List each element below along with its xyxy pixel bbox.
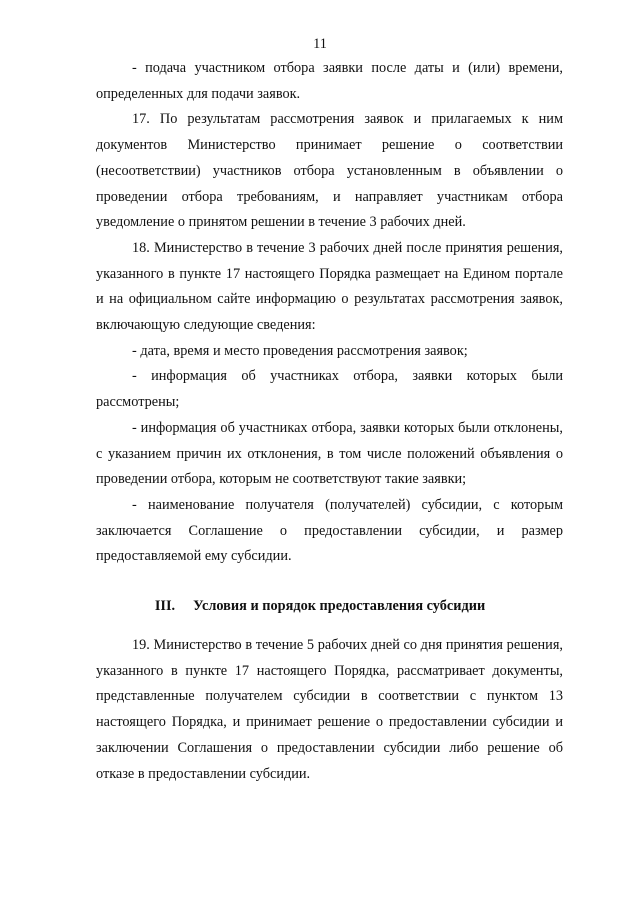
list-item-recipient-name: - наименование получателя (получателей) субсидии, с которым заключается Соглашение о предоставлении субсидии, и размер предоставляемой ему субсидии. (96, 496, 563, 565)
list-item-reviewed-participants: - информация об участниках отбора, заявки которых были рассмотрены; (96, 368, 563, 411)
section-heading (0, 598, 640, 615)
section-title: Условия и порядок предоставления субсидии (193, 598, 486, 614)
section-number: III. (154, 598, 176, 614)
text-block-lower (96, 633, 563, 787)
list-item-date-time-place: - дата, время и место проведения рассмотрения заявок; (132, 342, 468, 359)
text-block-upper (96, 56, 563, 570)
paragraph-19: 19. Министерство в течение 5 рабочих дней со дня принятия решения, указанного в пункте 17 настоящего Порядка, рассматривает документы, представленные получателем субсидии в соответствии с пунктом 13 настоящего Порядка, и принимает решение о предоставлении субсидии и заключении Соглашения о предоставлении субсидии либо решение об отказе в предоставлении субсидии. (96, 637, 563, 782)
paragraph-18: 18. Министерство в течение 3 рабочих дней после принятия решения, указанного в пункте 17 настоящего Порядка размещает на Едином портале и на официальном сайте информацию о результатах рассмотрения заявок, включающую следующие сведения: (96, 239, 563, 334)
list-item-rejected-participants: - информация об участниках отбора, заявки которых были отклонены, с указанием причин их отклонения, в том числе положений объявления о проведении отбора, которым не соответствуют такие заявки; (96, 419, 563, 488)
paragraph-submission-late: - подача участником отбора заявки после даты и (или) времени, определенных для подачи заявок. (96, 60, 563, 102)
page-number: 11 (313, 36, 327, 52)
paragraph-17: 17. По результатам рассмотрения заявок и прилагаемых к ним документов Министерство принимает решение о соответствии (несоответствии) участников отбора установленным в объявлении о проведении отбора требованиям, и направляет участникам отбора уведомление о принятом решении в течение 3 рабочих дней. (96, 111, 563, 231)
